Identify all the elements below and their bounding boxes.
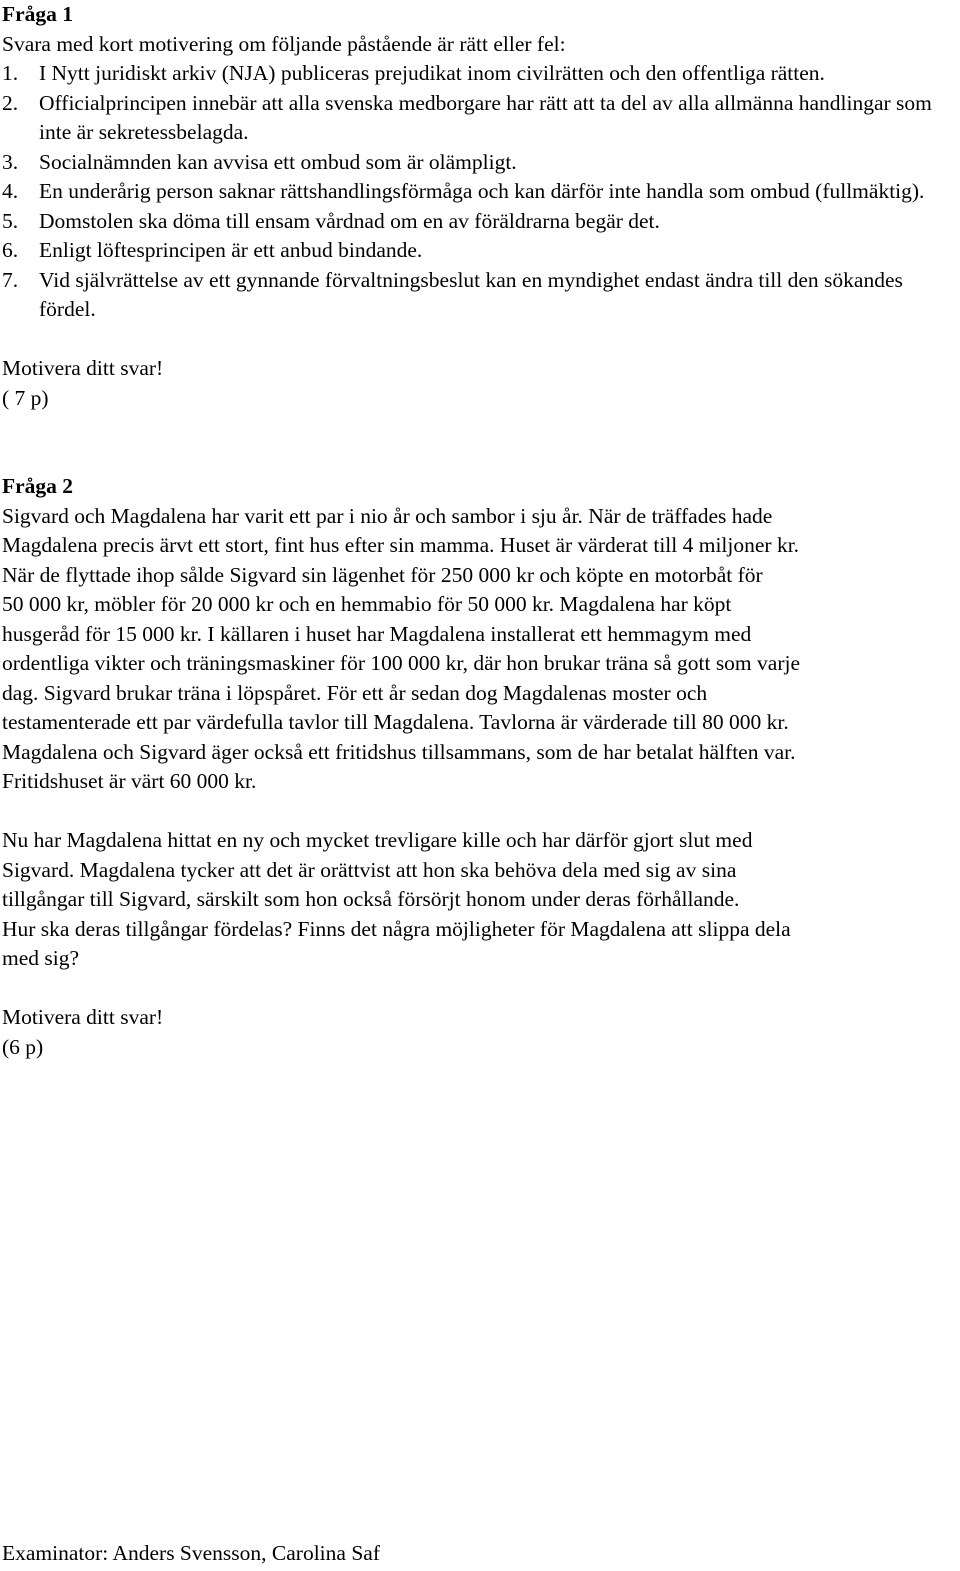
question-2-title: Fråga 2 — [2, 474, 74, 498]
text-line: Nu har Magdalena hittat en ny och mycket trevligare kille och har därför gjort slut med — [2, 828, 753, 852]
statement-item — [2, 207, 952, 237]
text-line: Magdalena precis ärvt ett stort, fint hus efter sin mamma. Huset är värderat till 4 miljoner kr. — [2, 533, 800, 557]
statement-item — [2, 177, 952, 207]
question-2-motivate: Motivera ditt svar! — [2, 1005, 164, 1029]
question-2-paragraph-2 — [2, 826, 952, 974]
statement-text: Vid självrättelse av ett gynnande förvaltningsbeslut kan en myndighet endast ändra till den sökandes fördel. — [39, 267, 903, 321]
statement-number: 2. — [2, 90, 19, 115]
statement-item — [2, 148, 952, 178]
statement-item — [2, 59, 952, 89]
text-line: När de flyttade ihop sålde Sigvard sin lägenhet för 250 000 kr och köpte en motorbåt för — [2, 562, 763, 587]
spacer — [2, 974, 952, 1004]
question-1-motivate: Motivera ditt svar! — [2, 356, 164, 380]
text-line: Fritidshuset är värt 60 000 kr. — [2, 769, 257, 793]
statement-text: Domstolen ska döma till ensam vårdnad om en av föräldrarna begär det. — [39, 208, 660, 233]
statement-item — [2, 236, 952, 266]
examiner-footer: Examinator: Anders Svensson, Carolina Saf — [2, 1541, 380, 1565]
text-line: husgeråd för 15 000 kr. I källaren i huset har Magdalena installerat ett hemmagym med — [2, 621, 752, 646]
statement-list — [2, 59, 952, 325]
statement-number: 3. — [2, 149, 19, 174]
text-line: Hur ska deras tillgångar fördelas? Finns det några möjligheter för Magdalena att slippa dela — [2, 916, 791, 941]
question-2-paragraph-1 — [2, 502, 952, 797]
text-line: tillgångar till Sigvard, särskilt som hon också försörjt honom under deras förhållande. — [2, 887, 740, 911]
spacer — [2, 325, 952, 355]
text-line: testamenterade ett par värdefulla tavlor till Magdalena. Tavlorna är värderade till 80 000 kr. — [2, 710, 789, 734]
question-2 — [2, 472, 952, 1062]
statement-number: 6. — [2, 238, 19, 262]
question-1-title: Fråga 1 — [2, 2, 74, 26]
question-2-points: (6 p) — [2, 1034, 44, 1059]
statement-number: 5. — [2, 208, 19, 233]
text-line: 50 000 kr, möbler för 20 000 kr och en hemmabio för 50 000 kr. Magdalena har köpt — [2, 592, 732, 616]
statement-text: En underårig person saknar rättshandlingsförmåga och kan därför inte handla som ombud (fullmäktig). — [39, 179, 925, 203]
text-line: ordentliga vikter och träningsmaskiner för 100 000 kr, där hon brukar träna så gott som varje — [2, 651, 800, 675]
spacer — [2, 443, 952, 473]
statement-number: 4. — [2, 179, 19, 203]
question-1 — [2, 0, 952, 413]
statement-item — [2, 89, 952, 148]
text-line: Magdalena och Sigvard äger också ett fritidshus tillsammans, som de har betalat hälften var. — [2, 739, 796, 764]
statement-text: Enligt löftesprincipen är ett anbud bindande. — [39, 238, 423, 262]
text-line: med sig? — [2, 946, 80, 970]
spacer — [2, 797, 952, 827]
text-line: dag. Sigvard brukar träna i löpspåret. För ett år sedan dog Magdalenas moster och — [2, 680, 708, 705]
text-line: Sigvard och Magdalena har varit ett par i nio år och sambor i sju år. När de träffades hade — [2, 503, 773, 528]
statement-number: 7. — [2, 267, 19, 292]
statement-text: I Nytt juridiskt arkiv (NJA) publiceras prejudikat inom civilrätten och den offentliga rätten. — [39, 61, 825, 85]
exam-page — [2, 0, 952, 1062]
statement-number: 1. — [2, 61, 19, 85]
spacer — [2, 413, 952, 443]
statement-text: Socialnämnden kan avvisa ett ombud som är olämpligt. — [39, 149, 517, 174]
question-1-intro: Svara med kort motivering om följande påstående är rätt eller fel: — [2, 31, 566, 56]
statement-item — [2, 266, 952, 325]
statement-text: Officialprincipen innebär att alla svenska medborgare har rätt att ta del av alla allmänna handlingar som inte är sekretessbelagda. — [39, 90, 932, 144]
question-1-points: ( 7 p) — [2, 385, 49, 410]
text-line: Sigvard. Magdalena tycker att det är orättvist att hon ska behöva dela med sig av sina — [2, 857, 737, 882]
